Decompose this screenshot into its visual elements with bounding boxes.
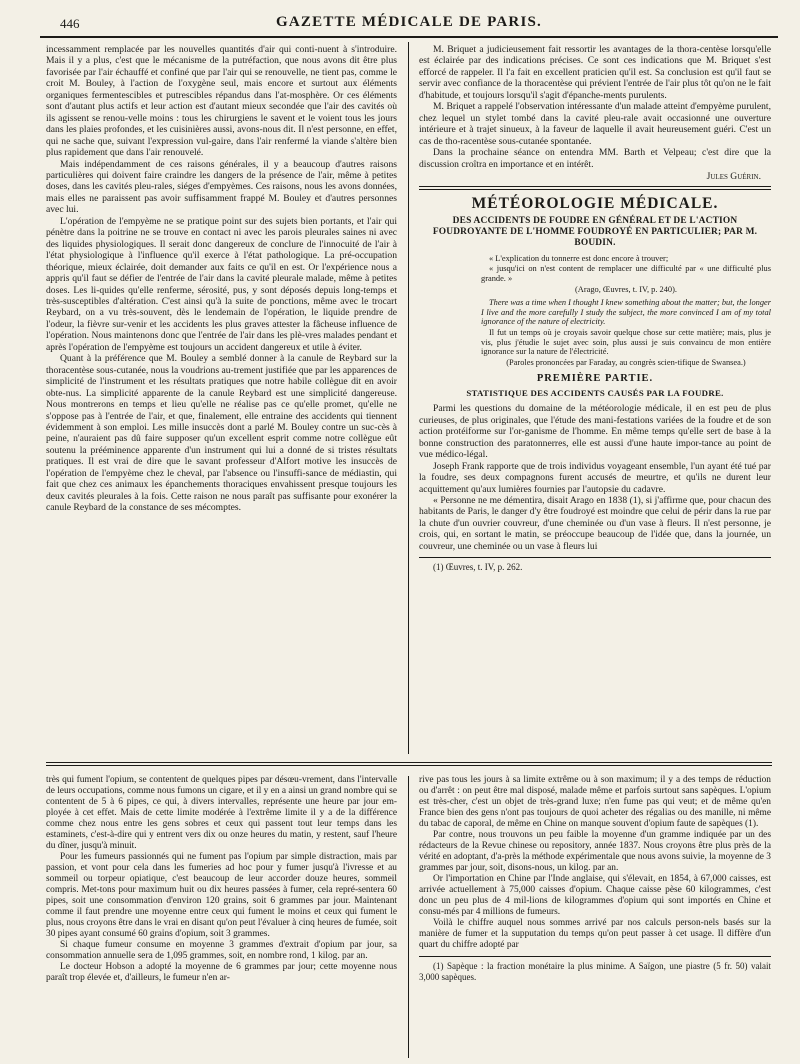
footnote: (1) Sapèque : la fraction monétaire la plus minime. A Saïgon, une piastre (5 fr. 50) valait 3,000 sapèques. bbox=[419, 961, 771, 982]
epigraph-line: « jusqu'ici on n'est content de remplacer une difficulté par « une difficulté plus grande. » bbox=[481, 264, 771, 284]
epigraph-english: There was a time when I thought I knew something about the matter; but, the longer I live and the more carefully I study the subject, the more convinced I am of my total ignorance of the nature of electricity. bbox=[481, 298, 771, 327]
footnote: (1) Œuvres, t. IV, p. 262. bbox=[433, 562, 523, 573]
footnote-rule bbox=[419, 956, 771, 957]
epigraph-citation: (Paroles prononcées par Faraday, au congrès scien-tifique de Swansea.) bbox=[506, 357, 746, 367]
right-column bbox=[419, 44, 771, 769]
paragraph: Par contre, nous trouvons un peu faible la moyenne d'un gramme indiquée par un des rédacteurs de la Revue chinese ou repository, année 1837. Nous croyons être plus près de la vérité en adoptant, d'a-près la méthode expérimentale que nous avons suivie, la moyenne de 3 grammes par jour, soit, disons-nous, un kilog. par an. bbox=[419, 830, 771, 873]
epigraph-citation: (Arago, Œuvres, t. IV, p. 240). bbox=[575, 284, 677, 294]
footnote-rule bbox=[419, 557, 771, 558]
paragraph: Pour les fumeurs passionnés qui ne fument pas l'opium par simple distraction, mais par passion, et vont pour cela dans les fumeries ad hoc pour y fumer jusqu'à l'ivresse et au sommeil ou torpeur opiatique, c'est beaucoup de leur accorder douze heures, sommeil compris. Met-tons pour maximum huit ou dix heures passées à fumer, cela repré-sentera 60 pipes, soit une consommation d'environ 120 grains, soit 6 grammes par jour. Maintenant comme il faut prendre une moyenne entre ceux qui fument le moins et ceux qui fument le plus, nous croyons être dans le vrai en disant qu'on peut l'évaluer à cinq heures de fumée, soit 30 pipes ayant consumé 60 grains d'opium, soit 3 grammes. bbox=[46, 852, 397, 939]
paragraph: Quant à la préférence que M. Bouley a semblé donner à la canule de Reybard sur la thoracentèse sous-cutanée, nous la voudrions au-trement justifiée que par les apparences de simplicité de l'instrument et les résultats pratiques que notre habile collègue dit en avoir obte-nus. La simplicité apparente de la canule Reybard est une simplicité dangereuse. Nous montrerons en temps et lieu qu'elle ne réalise pas ce qu'elle promet, qu'elle ne s'oppose pas à l'entrée de l'air, et que, finalement, elle entraine des accidents qui tiennent évidemment à son emploi. Les mille insuccès dont a parlé M. Bouley contre un suc-cès à peine, n'auraient pas dû faire supposer qu'un excellent esprit comme notre collègue eût soutenu la prééminence apparente d'un instrument qui lui a donné de si tristes résultats pratiques. Il est vrai de dire que le savant professeur d'Alfort motive les insuccès de l'opération de l'empyème chez le cheval, par l'absence ou l'insuffi-sance de médiastin, qui fait que chez ces animaux les épanchements thoraciques envahissent presque toujours les deux cavités pleurales à la fois. Cette raison ne nous paraît pas suffisante pour exonérer la canule Reybard de la constance de ses mécomptes. bbox=[46, 353, 397, 514]
paragraph: Le docteur Hobson a adopté la moyenne de 6 grammes par jour; cette moyenne nous paraît trop élevée et, d'ailleurs, le fumeur n'en ar- bbox=[46, 962, 397, 983]
paragraph: Or l'importation en Chine par l'Inde anglaise, qui s'élevait, en 1854, à 67,000 caisses, est arrivée actuellement à 75,000 caisses d'opium. Chaque caisse pèse 60 kilogrammes, c'est donc un peu plus de 4 mil-lions de kilogrammes d'opium qui sont importés en Chine et consu-més par 4 millions de fumeurs. bbox=[419, 874, 771, 917]
section-separator bbox=[419, 186, 771, 190]
bottom-right-column bbox=[419, 775, 771, 1060]
paragraph: M. Briquet a judicieusement fait ressortir les avantages de la thora-centèse lorsqu'elle est éclairée par des indications précises. Ce sont ces indications que M. Briquet s'est efforcé de rappeler. Il l'a fait en excellent praticien qu'il est. Sa conclusion est qu'il faut se servir avec confiance de la thoracentèse qui prévient l'entrée de l'air plus tôt qu'on ne le fait d'habitude, et toujours lorsqu'il s'agit d'épanche-ments purulents. bbox=[419, 44, 771, 101]
section-title: MÉTÉOROLOGIE MÉDICALE. bbox=[471, 195, 719, 213]
paragraph: très qui fument l'opium, se contentent de quelques pipes par désœu-vrement, dans l'intervalle de leurs occupations, comme nous fumons un cigare, et il y en a ainsi un grand nombre qui se contentent de 5 à 6 pipes, ce qui, à divers intervalles, représente une heure par jour em-ployée à cet effet. Mais de cette limite modérée à l'extrême limite il y a de la différence comme chez nous entre les gens sobres et ceux qui passent tout leur temps dans les estaminets, c'est-à-dire qui y entrent vers dix ou onze heures du matin, y restent, sauf l'heure du dîner, jusqu'à minuit. bbox=[46, 775, 397, 851]
article-title: DES ACCIDENTS DE FOUDRE EN GÉNÉRAL ET DE L'ACTION FOUDROYANTE DE L'HOMME FOUDROYÉ EN PARTICULIER; PAR M. BOUDIN. bbox=[432, 215, 758, 248]
left-column bbox=[46, 44, 397, 734]
paragraph: M. Briquet a rappelé l'observation intéressante d'un malade atteint d'empyème purulent, chez lequel un stylet tombé dans la cavité pleu-rale avait occasionné une ouverture intérieure et à trajet sinueux, à la faveur de laquelle il avait heureusement guéri. C'est un cas de tho-racentèse sous-cutanée spontanée. bbox=[419, 101, 771, 147]
paragraph: « Personne ne me démentira, disait Arago en 1838 (1), si j'affirme que, pour chacun des habitants de Paris, le danger d'y être foudroyé est moindre que celui de périr dans la rue par la chute d'un ouvrier couvreur, d'une cheminée ou d'un vase à fleurs. Il n'est personne, je crois, qui, en sortant le matin, se préoccupe beaucoup de l'idée que, dans la journée, un couvreur, une cheminée ou un vase à fleurs lui bbox=[419, 494, 771, 552]
part-title: PREMIÈRE PARTIE. bbox=[536, 373, 654, 385]
paragraph: Voilà le chiffre auquel nous sommes arrivé par nos calculs person-nels basés sur la manière de fumer et la supputation du temps qu'on peut passer à cet usage. Il diffère d'un quart du chiffre adopté par bbox=[419, 918, 771, 950]
journal-title: GAZETTE MÉDICALE DE PARIS. bbox=[276, 14, 542, 30]
paragraph: rive pas tous les jours à sa limite extrême ou à son maximum; il y a des temps de réduction ou d'arrêt : on peut être mal disposé, malade même et parfois surtout sans sapèques. L'opium est très-cher, c'est un objet de très-grand luxe; n'en fume pas qui veut; et de même qu'en France bien des gens n'ont pas toujours de quoi acheter des régalias ou des manille, ni même du tabac de caporal, de même en Chine on manque souvent d'opium faute de sapèques (1). bbox=[419, 775, 771, 829]
paragraph: L'opération de l'empyème ne se pratique point sur des sujets bien portants, et l'air qui pénètre dans la poitrine ne se trouve en contact ni avec les parois pleurales saines ni avec des liquides physiologiques. Il serait donc dangereux de conclure de l'innocuité de l'air à l'état physiologique à l'influence qu'il exerce à l'état pathologique. La pré-occupation théorique, mieux éclairée, doit demander aux faits ce qu'il en est. Or l'expérience nous a appris qu'il faut se défier de l'entrée de l'air dans la cavité pleurale malade, même à petites doses. Les li-quides qu'elle renferme, sérosité, pus, y sont déposés depuis long-temps et très-susceptibles d'altération. C'est ainsi qu'à la suite de ponctions, même avec le trocart Reybard, on a vu très-souvent, dès le lendemain de l'opération, le liquide prendre de l'odeur, la fièvre sur-venir et les accidents les plus graves attester la fâcheuse influence de l'opération. Nous maintenons donc que l'entrée de l'air dans les plè-vres malades pendant et après l'opération de l'empyème est toujours un accident dangereux et utile à éviter. bbox=[46, 215, 397, 353]
paragraph: Dans la prochaine séance on entendra MM. Barth et Velpeau; c'est dire que la discussion croîtra en importance et en intérêt. bbox=[419, 147, 771, 170]
paragraph: Joseph Frank rapporte que de trois individus voyageant ensemble, l'un ayant été tué par la foudre, ses deux compagnons furent accusés de meurtre, et qu'ils ne durent leur acquittement qu'aux lumières fournies par l'autopsie du cadavre. bbox=[419, 460, 771, 495]
epigraph bbox=[481, 254, 771, 368]
bottom-left-column bbox=[46, 775, 397, 1060]
paragraph: Si chaque fumeur consume en moyenne 3 grammes d'extrait d'opium par jour, sa consommation annuelle sera de 1,095 grammes, soit, en nombre rond, 1 kilog. par an. bbox=[46, 940, 397, 961]
paragraph: Mais indépendamment de ces raisons générales, il y a beaucoup d'autres raisons particulières qui doivent faire craindre les dangers de la présence de l'air, même à petites doses, dans les cavités pleu-rales, siéges d'empyèmes. Ces raisons, nous les avons données, mais elles ne paraissent pas avoir suffisamment frappé M. Bouley et d'autres personnes avec lui. bbox=[46, 158, 397, 216]
author-signature: Jules Guérin. bbox=[706, 170, 761, 182]
epigraph-line: « L'explication du tonnerre est donc encore à trouver; bbox=[489, 253, 669, 263]
paragraph: Parmi les questions du domaine de la météorologie médicale, il en est peu de plus curieuses, de plus originales, que l'étude des mani-festations variées de la foudre et de son action protéiforme sur l'or-ganisme de l'homme. En même temps qu'elle sert de base à la bonne construction des paratonnerres, elle est aussi d'une haute impor-tance au point de vue médico-légal. bbox=[419, 403, 771, 461]
page-header bbox=[40, 12, 778, 38]
page-number: 446 bbox=[60, 16, 80, 31]
epigraph-french: Il fut un temps où je croyais savoir quelque chose sur cette matière; mais, plus je vis, plus j'étudie le sujet avec soin, plus aussi je suis convaincu de mon entière ignorance sur la nature de l'électricité. bbox=[481, 328, 771, 357]
part-subtitle: STATISTIQUE DES ACCIDENTS CAUSÉS PAR LA FOUDRE. bbox=[466, 387, 724, 398]
column-divider-top bbox=[408, 42, 409, 754]
column-divider-bottom bbox=[408, 776, 409, 1058]
paragraph: incessamment remplacée par les nouvelles quantités d'air qui conti-nuent à s'introduire. Mais il y a plus, c'est que le mécanisme de la putréfaction, que nous avons dit être plus favorisée par l'air échauffé et confiné que par l'air qui se renouvelle, ne tient pas, comme le croit M. Bouley, à l'action de l'oxygène seul, mais encore et surtout aux éléments organiques fermentescibles et putrescibles répandus dans l'at-mosphère. Or ces éléments sont d'autant plus actifs et leur action est d'autant mieux secondée que l'air des cavités où ils agissent se renou-velle moins : tous les chirurgiens le savent et le voient tous les jours dans les plaies profondes, et les cuisinières aussi, avons-nous dit. Il n'est personne, en effet, qui ne sache que, suivant l'expression vul-gaire, dans l'air renfermé la viande s'altère bien plus rapidement que dans l'air renouvelé. bbox=[46, 44, 397, 159]
